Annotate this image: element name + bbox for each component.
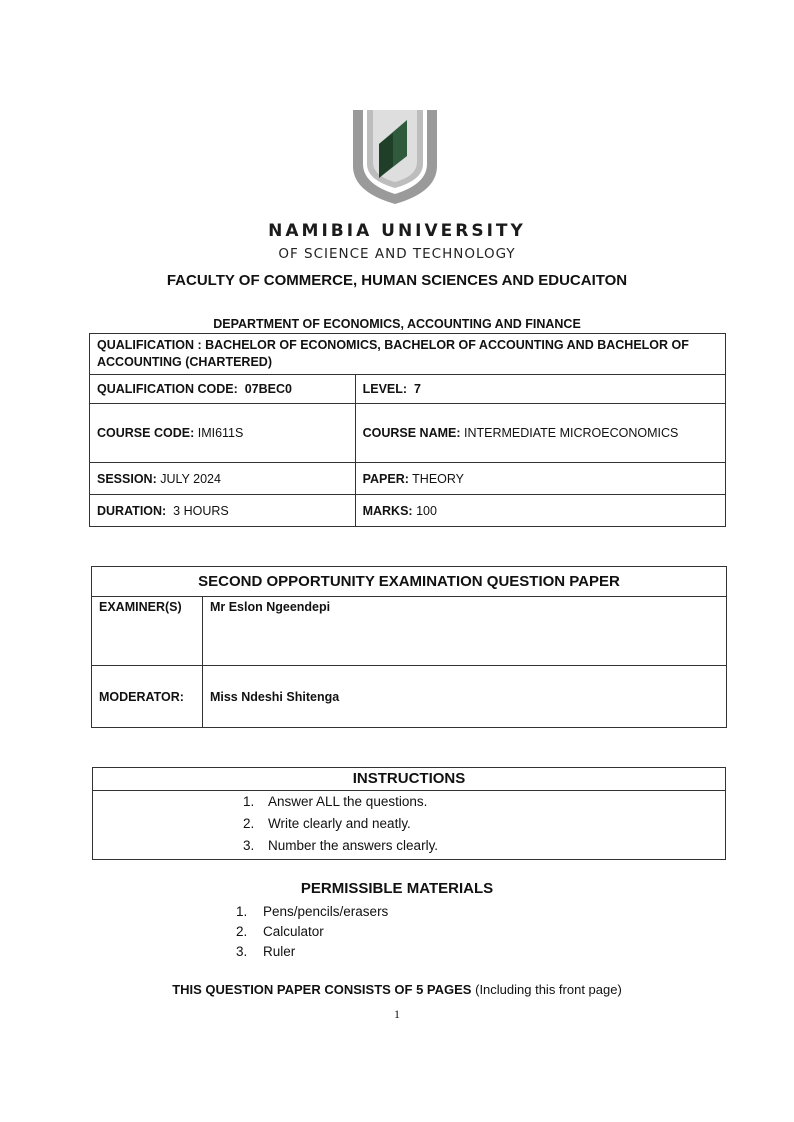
course-name-label: COURSE NAME:	[362, 426, 461, 440]
course-code-label: COURSE CODE:	[97, 426, 195, 440]
duration-cell	[90, 495, 356, 527]
level-label: LEVEL:	[362, 382, 408, 396]
list-item-text: Number the answers clearly.	[268, 838, 439, 853]
course-name-value: INTERMEDIATE MICROECONOMICS	[464, 426, 679, 440]
exam-details-table	[91, 566, 727, 728]
university-logo	[349, 106, 441, 206]
exam-paper-title: SECOND OPPORTUNITY EXAMINATION QUESTION PAPER	[92, 567, 727, 597]
list-item-text: Calculator	[263, 924, 324, 939]
course-name-cell	[355, 404, 725, 463]
marks-value: 100	[416, 503, 437, 518]
list-item-number: 1.	[243, 794, 255, 809]
moderator-name: Miss Ndeshi Shitenga	[202, 666, 726, 728]
list-item	[236, 942, 388, 962]
list-item	[243, 835, 438, 857]
list-item-number: 3.	[236, 944, 248, 959]
qualification-cell: QUALIFICATION : BACHELOR OF ECONOMICS, BACHELOR OF ACCOUNTING AND BACHELOR OF ACCOUNTING (CHARTERED)	[90, 334, 726, 375]
materials-list	[236, 902, 388, 962]
duration-value: 3 HOURS	[173, 503, 229, 518]
list-item-number: 1.	[236, 904, 248, 919]
session-value: JULY 2024	[160, 471, 221, 486]
instructions-title: INSTRUCTIONS	[93, 768, 725, 791]
paper-cell	[355, 463, 725, 495]
paper-label: PAPER:	[362, 471, 409, 486]
course-info-table	[89, 333, 726, 527]
marks-label: MARKS:	[362, 503, 413, 518]
page-count-bold: THIS QUESTION PAPER CONSISTS OF 5 PAGES	[172, 982, 472, 997]
page-number: 1	[394, 1007, 400, 1021]
examiner-name: Mr Eslon Ngeendepi	[202, 597, 726, 666]
marks-cell	[355, 495, 725, 527]
list-item-text: Write clearly and neatly.	[268, 816, 411, 831]
qualification-code-label: QUALIFICATION CODE:	[97, 382, 238, 396]
list-item	[236, 922, 388, 942]
list-item-number: 2.	[236, 924, 248, 939]
examiner-label: EXAMINER(S)	[92, 597, 203, 666]
list-item-number: 3.	[243, 838, 255, 853]
page-count-rest: (Including this front page)	[475, 982, 622, 997]
list-item	[236, 902, 388, 922]
faculty-heading: FACULTY OF COMMERCE, HUMAN SCIENCES AND EDUCAITON	[166, 272, 628, 289]
list-item-text: Pens/pencils/erasers	[263, 904, 389, 919]
level-cell	[355, 375, 725, 404]
duration-label: DURATION:	[97, 503, 167, 518]
session-cell	[90, 463, 356, 495]
university-subtitle: OF SCIENCE AND TECHNOLOGY	[278, 246, 516, 262]
page-count-note	[0, 982, 794, 997]
list-item-number: 2.	[243, 816, 255, 831]
level-value: 7	[414, 382, 421, 396]
instructions-box	[92, 767, 726, 860]
instructions-list	[243, 791, 438, 857]
list-item	[243, 813, 438, 835]
course-code-value: IMI611S	[197, 426, 244, 440]
paper-value: THEORY	[412, 471, 465, 486]
university-name: NAMIBIA UNIVERSITY	[268, 221, 526, 241]
session-label: SESSION:	[97, 471, 157, 486]
qualification-code-cell	[90, 375, 356, 404]
qualification-code-value: 07BEC0	[244, 382, 292, 396]
moderator-label: MODERATOR:	[92, 666, 203, 728]
department-heading: DEPARTMENT OF ECONOMICS, ACCOUNTING AND FINANCE	[213, 317, 581, 331]
materials-title: PERMISSIBLE MATERIALS	[300, 880, 494, 897]
course-code-cell	[90, 404, 356, 463]
list-item-text: Answer ALL the questions.	[268, 794, 428, 809]
list-item	[243, 791, 438, 813]
list-item-text: Ruler	[263, 944, 296, 959]
